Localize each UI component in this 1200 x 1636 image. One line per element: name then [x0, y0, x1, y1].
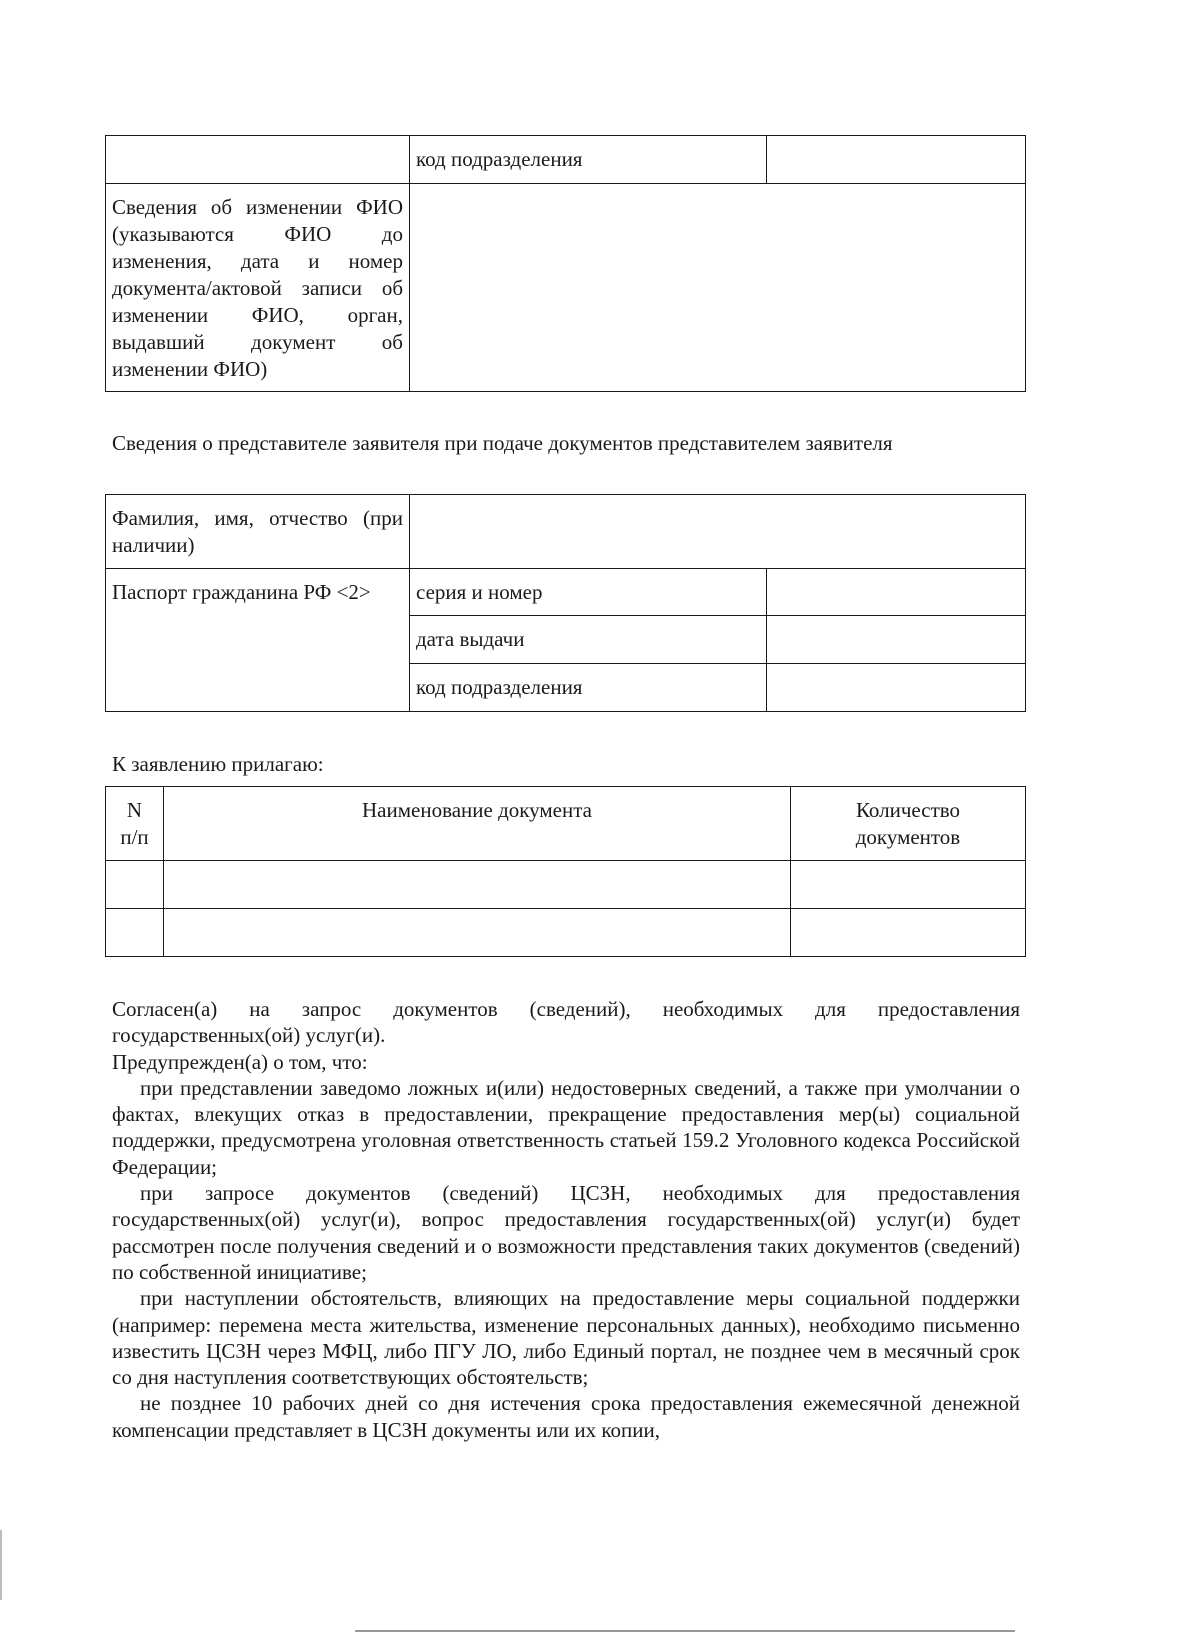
subdivision-code-value[interactable] [767, 136, 1026, 184]
row-number-cell[interactable] [106, 909, 164, 957]
name-change-value[interactable] [410, 184, 1026, 392]
passport-subdivision-code-value[interactable] [767, 664, 1026, 712]
name-change-label: Сведения об изменении ФИО (указываются ФИО до изменения, дата и номер документа/актовой записи об изменении ФИО, орган, выдавший документ об изменении ФИО) [106, 184, 410, 392]
consent-paragraph: Согласен(а) на запрос документов (сведений), необходимых для предоставления государственных(ой) услуг(и). [112, 997, 1020, 1048]
table-row [106, 909, 1026, 957]
scan-margin-mark [0, 1530, 2, 1600]
warning-item-3: при наступлении обстоятельств, влияющих на предоставление меры социальной поддержки (например: перемена места жительства, изменение персональных данных), необходимо письменно известить ЦСЗН через МФЦ, либо ПГУ ЛО, либо Единый портал, не позднее чем в месячный срок со дня наступления соответствующих обстоятельств; [112, 1286, 1020, 1390]
subdivision-code-label: код подразделения [410, 136, 767, 184]
row-document-name-cell[interactable] [164, 909, 791, 957]
passport-subdivision-code-label: код подразделения [410, 664, 767, 712]
representative-fio-label: Фамилия, имя, отчество (при наличии) [106, 495, 410, 569]
warned-paragraph: Предупрежден(а) о том, что: [112, 1049, 368, 1074]
warning-item-4: не позднее 10 рабочих дней со дня истечения срока предоставления ежемесячной денежной компенсации представляет в ЦСЗН документы или их копии, [112, 1391, 1020, 1442]
representative-heading: Сведения о представителе заявителя при подаче документов представителем заявителя [112, 431, 893, 455]
row-document-name-cell[interactable] [164, 861, 791, 909]
passport-issue-date-value[interactable] [767, 616, 1026, 664]
passport-label: Паспорт гражданина РФ <2> [106, 569, 410, 712]
representative-table [105, 494, 1026, 712]
applicant-table-continuation [105, 135, 1026, 392]
attachments-heading: К заявлению прилагаю: [112, 752, 324, 776]
column-document-count-header: Количество документов [791, 787, 1026, 861]
empty-cell [106, 136, 410, 184]
row-number-cell[interactable] [106, 861, 164, 909]
scan-edge-line [355, 1630, 1015, 1632]
column-document-name-header: Наименование документа [164, 787, 791, 861]
notice-text [112, 996, 1020, 1443]
attachments-table [105, 786, 1026, 957]
passport-issue-date-label: дата выдачи [410, 616, 767, 664]
table-row [106, 861, 1026, 909]
row-document-count-cell[interactable] [791, 909, 1026, 957]
row-document-count-cell[interactable] [791, 861, 1026, 909]
warning-item-2: при запросе документов (сведений) ЦСЗН, необходимых для предоставления государственных(ой) услуг(и), вопрос предоставления государственных(ой) услуг(и) будет рассмотрен после получения сведений и о возможности представления таких документов (сведений) по собственной инициативе; [112, 1181, 1020, 1284]
warning-item-1: при представлении заведомо ложных и(или) недостоверных сведений, а также при умолчании о фактах, влекущих отказ в предоставлении, прекращение предоставления мер(ы) социальной поддержки, предусмотрена уголовная ответственность статьей 159.2 Уголовного кодекса Российской Федерации; [112, 1075, 1020, 1179]
column-number-header: N п/п [106, 787, 164, 861]
passport-series-number-value[interactable] [767, 569, 1026, 616]
passport-series-number-label: серия и номер [410, 569, 767, 616]
representative-fio-value[interactable] [410, 495, 1026, 569]
